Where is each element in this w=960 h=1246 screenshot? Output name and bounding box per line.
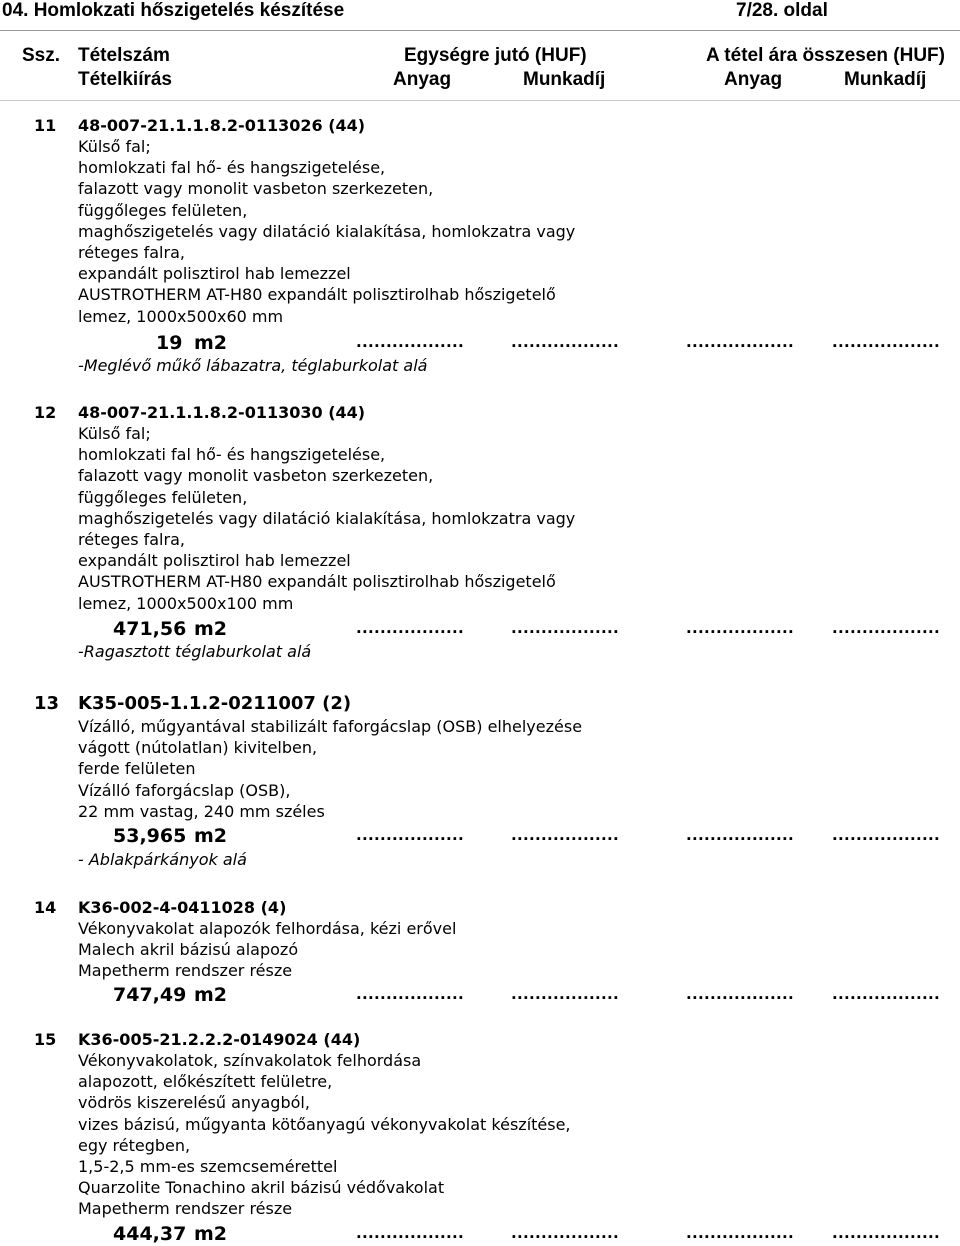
item-quantity: 471,56 <box>113 618 187 640</box>
total-material-price-field[interactable]: .................. <box>686 985 794 1003</box>
quantity-row <box>0 617 960 641</box>
description-line: függőleges felületen, <box>78 200 248 220</box>
quantity-row <box>0 824 960 848</box>
header-divider <box>0 30 960 31</box>
description-line: 22 mm vastag, 240 mm széles <box>78 801 325 821</box>
item-unit: m2 <box>194 332 228 354</box>
item-description <box>78 918 456 982</box>
description-line: Vízálló, műgyantával stabilizált faforgácslap (OSB) elhelyezése <box>78 717 583 736</box>
unit-labor-price-field[interactable]: .................. <box>511 333 619 351</box>
total-material-price-field[interactable]: .................. <box>686 826 794 844</box>
item-quantity: 747,49 <box>113 984 187 1006</box>
item-number: 15 <box>34 1030 57 1049</box>
description-line: Quarzolite Tonachino akril bázisú védővakolat <box>78 1178 445 1198</box>
unit-labor-price-field[interactable]: .................. <box>511 985 619 1003</box>
description-line: homlokzati fal hő- és hangszigetelése, <box>78 158 386 178</box>
item-number: 12 <box>34 403 57 422</box>
description-line: Külső fal; <box>78 137 151 156</box>
column-header-divider <box>0 100 960 101</box>
item-unit: m2 <box>194 618 228 640</box>
description-line: expandált polisztirol hab lemezzel <box>78 264 351 284</box>
item-number: 11 <box>34 116 57 135</box>
column-header-ssz: Ssz. <box>22 45 61 66</box>
description-line: Mapetherm rendszer része <box>78 961 293 981</box>
description-line: Malech akril bázisú alapozó <box>78 940 299 960</box>
item-note: -Meglévő műkő lábazatra, téglaburkolat alá <box>78 356 428 375</box>
item-number: 13 <box>34 693 60 714</box>
total-material-price-field[interactable]: .................. <box>686 1224 794 1242</box>
page-title: 04. Homlokzati hőszigetelés készítése <box>2 0 345 21</box>
item-code: K35-005-1.1.2-0211007 (2) <box>78 693 352 714</box>
item-description <box>78 136 575 327</box>
description-line: falazott vagy monolit vasbeton szerkezeten, <box>78 179 434 199</box>
total-labor-price-field[interactable]: .................. <box>832 826 940 844</box>
description-line: Mapetherm rendszer része <box>78 1199 293 1219</box>
column-header-total-price: A tétel ára összesen (HUF) <box>706 45 945 66</box>
description-line: maghőszigetelés vagy dilatáció kialakítása, homlokzatra vagy <box>78 221 576 241</box>
unit-material-price-field[interactable]: .................. <box>356 333 464 351</box>
description-line: vizes bázisú, műgyanta kötőanyagú vékonyvakolat készítése, <box>78 1114 571 1134</box>
column-header-tetelszam: Tételszám <box>78 45 170 66</box>
unit-material-price-field[interactable]: .................. <box>356 826 464 844</box>
item-quantity: 53,965 <box>113 825 187 847</box>
description-line: Vékonyvakolatok, színvakolatok felhordása <box>78 1051 422 1070</box>
description-line: AUSTROTHERM AT-H80 expandált polisztirolhab hőszigetelő <box>78 572 556 592</box>
description-line: homlokzati fal hő- és hangszigetelése, <box>78 445 386 465</box>
page-number: 7/28. oldal <box>736 0 828 21</box>
item-description <box>78 1050 571 1220</box>
item-code: 48-007-21.1.1.8.2-0113026 (44) <box>78 116 366 135</box>
total-labor-price-field[interactable]: .................. <box>832 619 940 637</box>
unit-labor-price-field[interactable]: .................. <box>511 826 619 844</box>
total-labor-price-field[interactable]: .................. <box>832 333 940 351</box>
item-code: K36-005-21.2.2.2-0149024 (44) <box>78 1030 361 1049</box>
description-line: lemez, 1000x500x60 mm <box>78 306 284 326</box>
description-line: AUSTROTHERM AT-H80 expandált polisztirolhab hőszigetelő <box>78 285 556 305</box>
item-unit: m2 <box>194 984 228 1006</box>
column-header-unit-price: Egységre jutó (HUF) <box>404 45 587 66</box>
quantity-row <box>0 983 960 1007</box>
description-line: ferde felületen <box>78 759 196 779</box>
unit-material-price-field[interactable]: .................. <box>356 1224 464 1242</box>
unit-material-price-field[interactable]: .................. <box>356 619 464 637</box>
item-quantity: 444,37 <box>113 1223 187 1245</box>
item-number: 14 <box>34 898 57 917</box>
total-labor-price-field[interactable]: .................. <box>832 985 940 1003</box>
total-material-price-field[interactable]: .................. <box>686 333 794 351</box>
column-header-total-anyag: Anyag <box>724 69 783 90</box>
description-line: expandált polisztirol hab lemezzel <box>78 551 351 571</box>
description-line: függőleges felületen, <box>78 487 248 507</box>
description-line: Vékonyvakolat alapozók felhordása, kézi erővel <box>78 919 457 938</box>
description-line: lemez, 1000x500x100 mm <box>78 593 294 613</box>
description-line: réteges falra, <box>78 242 185 262</box>
description-line: egy rétegben, <box>78 1135 191 1155</box>
description-line: vágott (nútolatlan) kivitelben, <box>78 738 318 758</box>
description-line: vödrös kiszerelésű anyagból, <box>78 1093 310 1113</box>
column-header-unit-anyag: Anyag <box>393 69 452 90</box>
column-header-tetelkiiras: Tételkiírás <box>78 69 172 90</box>
item-note: - Ablakpárkányok alá <box>78 850 247 869</box>
unit-material-price-field[interactable]: .................. <box>356 985 464 1003</box>
description-line: Külső fal; <box>78 424 151 443</box>
item-description <box>78 423 575 614</box>
description-line: alapozott, előkészített felületre, <box>78 1072 333 1092</box>
description-line: maghőszigetelés vagy dilatáció kialakítása, homlokzatra vagy <box>78 508 576 528</box>
item-code: 48-007-21.1.1.8.2-0113030 (44) <box>78 403 366 422</box>
item-note: -Ragasztott téglaburkolat alá <box>78 642 312 661</box>
total-material-price-field[interactable]: .................. <box>686 619 794 637</box>
item-quantity: 19 <box>156 332 183 354</box>
unit-labor-price-field[interactable]: .................. <box>511 1224 619 1242</box>
item-description <box>78 716 582 822</box>
quantity-row <box>0 331 960 355</box>
description-line: 1,5-2,5 mm-es szemcsemérettel <box>78 1156 338 1176</box>
description-line: Vízálló faforgácslap (OSB), <box>78 780 291 800</box>
description-line: falazott vagy monolit vasbeton szerkezeten, <box>78 466 434 486</box>
quantity-row <box>0 1222 960 1246</box>
column-header-unit-munkadij: Munkadíj <box>523 69 606 90</box>
column-header-total-munkadij: Munkadíj <box>844 69 927 90</box>
item-code: K36-002-4-0411028 (4) <box>78 898 287 917</box>
item-unit: m2 <box>194 825 228 847</box>
item-unit: m2 <box>194 1223 228 1245</box>
description-line: réteges falra, <box>78 529 185 549</box>
total-labor-price-field[interactable]: .................. <box>832 1224 940 1242</box>
unit-labor-price-field[interactable]: .................. <box>511 619 619 637</box>
